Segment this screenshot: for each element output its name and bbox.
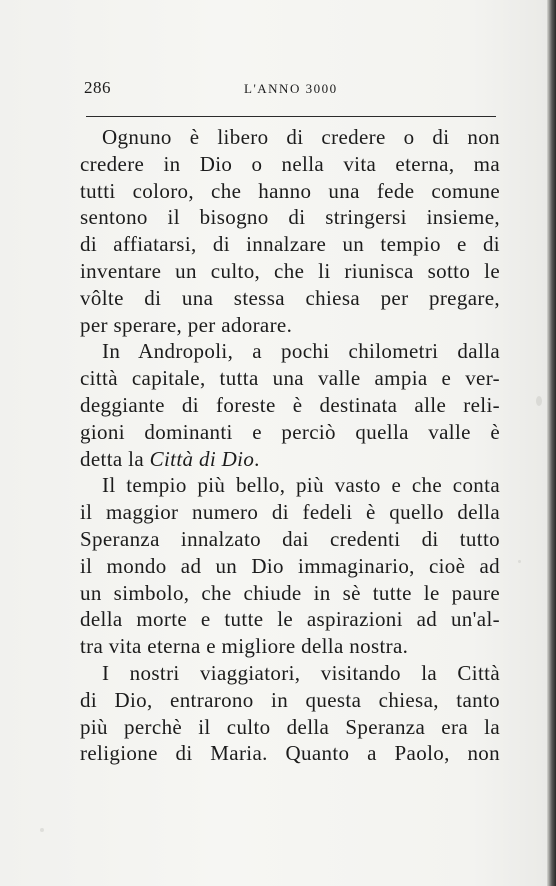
text-line: religione di Maria. Quanto a Paolo, non xyxy=(80,741,500,766)
text-line: Speranza innalzato dai credenti di tutto xyxy=(80,526,500,551)
text-line: per sperare, per adorare. xyxy=(80,312,293,337)
text-line: In Andropoli, a pochi chilometri dalla xyxy=(102,339,500,364)
text-line: inventare un culto, che li riunisca sotto le xyxy=(80,258,500,283)
text-line: di Dio, entrarono in questa chiesa, tanto xyxy=(80,687,500,712)
text-line: della morte e tutte le aspirazioni ad un'al- xyxy=(80,607,500,632)
italic-place-name: Città di Dio xyxy=(149,446,255,471)
paragraph-3 xyxy=(80,472,500,660)
page-header xyxy=(84,78,498,102)
paper-speck xyxy=(518,560,521,563)
text-line: città capitale, tutta una valle ampia e ver- xyxy=(80,366,500,391)
paragraph-1 xyxy=(80,124,500,338)
text-line: tutti coloro, che hanno una fede comune xyxy=(80,178,500,203)
text-line xyxy=(80,446,500,473)
page-number: 286 xyxy=(84,78,111,97)
header-rule xyxy=(86,116,496,117)
page-spine-edge xyxy=(547,0,556,886)
paragraph-2 xyxy=(80,338,500,472)
text-line: tra vita eterna e migliore della nostra. xyxy=(80,634,409,659)
text-line: il maggior numero di fedeli è quello della xyxy=(80,500,500,525)
text-line: gioni dominanti e perciò quella valle è xyxy=(80,419,500,444)
text-line: Il tempio più bello, più vasto e che conta xyxy=(102,473,500,498)
paper-speck xyxy=(40,828,44,832)
body-text xyxy=(80,124,500,767)
text-line: un simbolo, che chiude in sè tutte le paure xyxy=(80,580,500,605)
paper-speck xyxy=(536,396,542,406)
text-line: deggiante di foreste è destinata alle reli- xyxy=(80,392,500,417)
running-title: L'ANNO 3000 xyxy=(244,81,338,96)
text-line: vôlte di una stessa chiesa per pregare, xyxy=(80,285,500,310)
text-line: sentono il bisogno di stringersi insieme, xyxy=(80,205,500,230)
text-fragment: detta la xyxy=(80,446,150,471)
text-line: di affiatarsi, di innalzare un tempio e di xyxy=(80,232,500,257)
text-line: Ognuno è libero di credere o di non xyxy=(102,125,500,149)
text-line: il mondo ad un Dio immaginario, cioè ad xyxy=(80,553,500,578)
text-line: più perchè il culto della Speranza era la xyxy=(80,714,500,739)
text-fragment: . xyxy=(254,446,260,471)
text-line: credere in Dio o nella vita eterna, ma xyxy=(80,151,500,176)
text-line: I nostri viaggiatori, visitando la Città xyxy=(102,660,500,685)
paragraph-4 xyxy=(80,660,500,767)
